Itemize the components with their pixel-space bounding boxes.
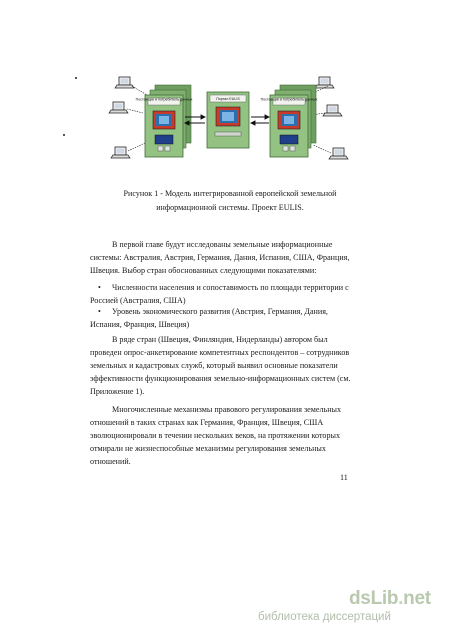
text-line: проведен опрос-анкетирование компетентных респондентов – сотрудников — [90, 348, 350, 358]
paragraph-1 — [90, 238, 362, 277]
text-line: отношений. — [90, 457, 131, 467]
text-line: эволюционировали в течении нескольких веков, на протяжении которых — [90, 431, 340, 441]
bullet-item-1 — [90, 281, 362, 307]
dslib-logo[interactable] — [349, 588, 431, 610]
text-line: Испания, Франция, Швеция) — [90, 320, 190, 330]
text-line: отмирали не жизнеспособные механизмы регулирования земельных — [90, 444, 326, 454]
text-line: Швеция. Выбор стран обоснованных следующими показателями: — [90, 266, 317, 276]
client-laptop-icon — [315, 77, 334, 88]
bullet-icon: • — [98, 307, 101, 316]
scan-speck — [63, 134, 65, 136]
paragraph-2 — [90, 333, 362, 398]
client-laptop-icon — [109, 102, 128, 113]
caption-line: информационной системы. Проект EULIS. — [156, 203, 304, 212]
text-line: отношений в таких странах как Германия, Франция, Швеция, США — [90, 418, 324, 428]
figure-caption — [105, 187, 355, 215]
text-line: В первой главе будут исследованы земельные информационные — [112, 240, 333, 249]
client-laptop-icon — [323, 105, 342, 116]
text-line: земельных и кадастровых служб, который выявил основные показатели — [90, 361, 338, 371]
client-laptop-icon — [115, 77, 134, 88]
text-line: Приложение 1). — [90, 387, 145, 397]
bullet-icon: • — [98, 283, 101, 292]
text-line: В ряде стран (Швеция, Финляндия, Нидерланды) автором был — [112, 335, 328, 344]
logo-dot: . — [398, 588, 404, 609]
watermark-subtitle: библиотека диссертаций — [258, 611, 391, 623]
text-line: Численности населения и сопоставимость по площади территории с — [112, 283, 349, 292]
right-node-label: Поставщик и потребитель данных — [260, 97, 318, 102]
text-line: Уровень экономического развития (Австрия, Германия, Дания, — [112, 307, 328, 316]
client-laptop-icon — [329, 148, 348, 159]
text-line: Россией (Австралия, США) — [90, 296, 186, 306]
scan-speck — [75, 77, 77, 79]
logo-main: dsLib — [349, 588, 399, 609]
page-number: 11 — [340, 473, 348, 482]
text-line: Многочисленные механизмы правового регулирования земельных — [112, 405, 342, 414]
text-line: эффективности функционирования земельно-информационных систем (см. — [90, 374, 351, 384]
client-laptop-icon — [111, 147, 130, 158]
caption-line: Рисунок 1 - Модель интегрированной европейской земельной — [123, 189, 337, 198]
bullet-item-2 — [90, 305, 362, 331]
eulis-diagram — [105, 75, 355, 185]
text-line: системы: Австралия, Австрия, Германия, Дания, Испания, США, Франция, — [90, 253, 350, 263]
paragraph-3 — [90, 403, 362, 468]
left-data-node — [136, 85, 193, 157]
eulis-portal-node — [207, 92, 249, 148]
left-node-label: Поставщик и потребитель данных — [135, 97, 193, 102]
portal-label: Портал EULIS — [216, 97, 240, 101]
right-data-node — [261, 85, 318, 157]
logo-tld: net — [403, 588, 431, 609]
